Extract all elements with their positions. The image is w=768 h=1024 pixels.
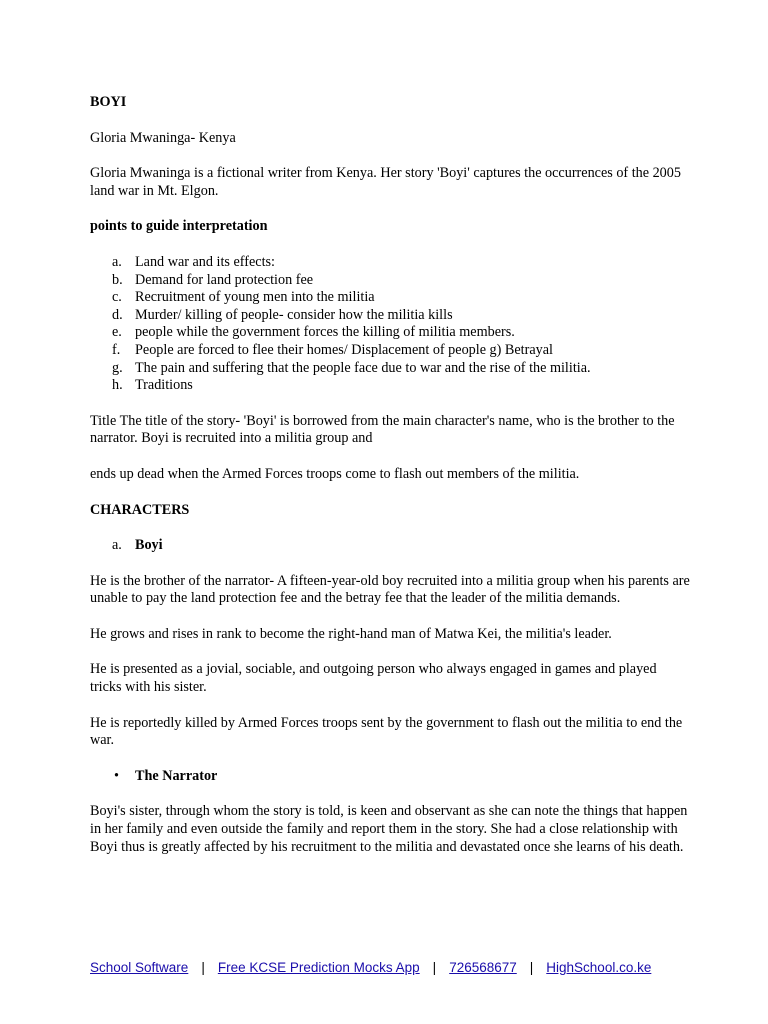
list-item [90,377,690,395]
boyi-paragraph: He is presented as a jovial, sociable, and outgoing person who always engaged in games and played tricks with his sister. [90,661,657,696]
list-item-text: Land war and its effects: [135,253,275,270]
list-item [90,360,690,378]
list-marker: e. [112,324,122,341]
list-item [90,342,690,360]
list-item-text: Murder/ killing of people- consider how the militia kills [135,306,453,323]
intro-paragraph: Gloria Mwaninga is a fictional writer from Kenya. Her story 'Boyi' captures the occurrences of the 2005 land war in Mt. Elgon. [90,165,681,199]
character-name: The Narrator [135,767,218,784]
character-narrator-heading [90,768,690,786]
footer-separator: | [432,960,437,975]
bullet-marker: • [114,767,119,784]
document-body [90,94,690,874]
list-marker: a. [112,253,122,270]
list-marker: f. [112,341,121,358]
boyi-paragraph: He is the brother of the narrator- A fifteen-year-old boy recruited into a militia group when his parents are unable to pay the land protection fee and the betray fee that the leader of the militia demands. [90,572,690,607]
boyi-paragraph: He grows and rises in rank to become the right-hand man of Matwa Kei, the militia's leader. [90,625,612,642]
list-item-text: The pain and suffering that the people face due to war and the rise of the militia. [135,359,591,376]
footer-separator: | [201,960,205,975]
list-item [90,307,690,325]
footer-link-school-software[interactable]: School Software [90,960,189,975]
list-item [90,289,690,307]
list-item [90,254,690,272]
list-marker: g. [112,359,123,376]
character-boyi-heading [90,537,690,555]
list-marker: d. [112,306,123,323]
author-line: Gloria Mwaninga- Kenya [90,129,236,146]
story-title: BOYI [90,94,127,110]
narrator-paragraph: Boyi's sister, through whom the story is told, is keen and observant as she can note the things that happen in her family and even outside the family and report them in the story. She had a close relationship with Boyi thus is greatly affected by his recruitment to the militia and devastated once she learns of his death. [90,803,688,855]
footer-link-highschool[interactable]: HighSchool.co.ke [546,960,652,975]
list-marker: a. [112,537,122,554]
footer-separator: | [529,960,534,975]
characters-heading: CHARACTERS [90,501,190,518]
footer-link-kcse-mocks-app[interactable]: Free KCSE Prediction Mocks App [217,960,420,975]
list-item-text: people while the government forces the killing of militia members. [135,324,515,341]
points-list [90,254,690,395]
character-name: Boyi [135,537,163,554]
footer-links [90,960,710,975]
list-item [90,324,690,342]
list-marker: b. [112,271,123,288]
list-item-text: Traditions [135,377,193,394]
points-heading: points to guide interpretation [90,218,268,235]
footer-link-phone[interactable]: 726568677 [449,960,517,975]
list-marker: h. [112,377,123,394]
list-item-text: Demand for land protection fee [135,271,314,288]
list-marker: c. [112,289,122,306]
boyi-paragraph: He is reportedly killed by Armed Forces troops sent by the government to flash out the militia to end the war. [90,714,683,749]
list-item [90,272,690,290]
list-item-text: People are forced to flee their homes/ Displacement of people g) Betrayal [135,341,553,358]
list-item-text: Recruitment of young men into the militia [135,289,375,306]
title-paragraph-continued: ends up dead when the Armed Forces troops come to flash out members of the militia. [90,465,580,482]
title-paragraph: Title The title of the story- 'Boyi' is borrowed from the main character's name, who is the brother to the narrator. Boyi is recruited into a militia group and [90,412,675,447]
